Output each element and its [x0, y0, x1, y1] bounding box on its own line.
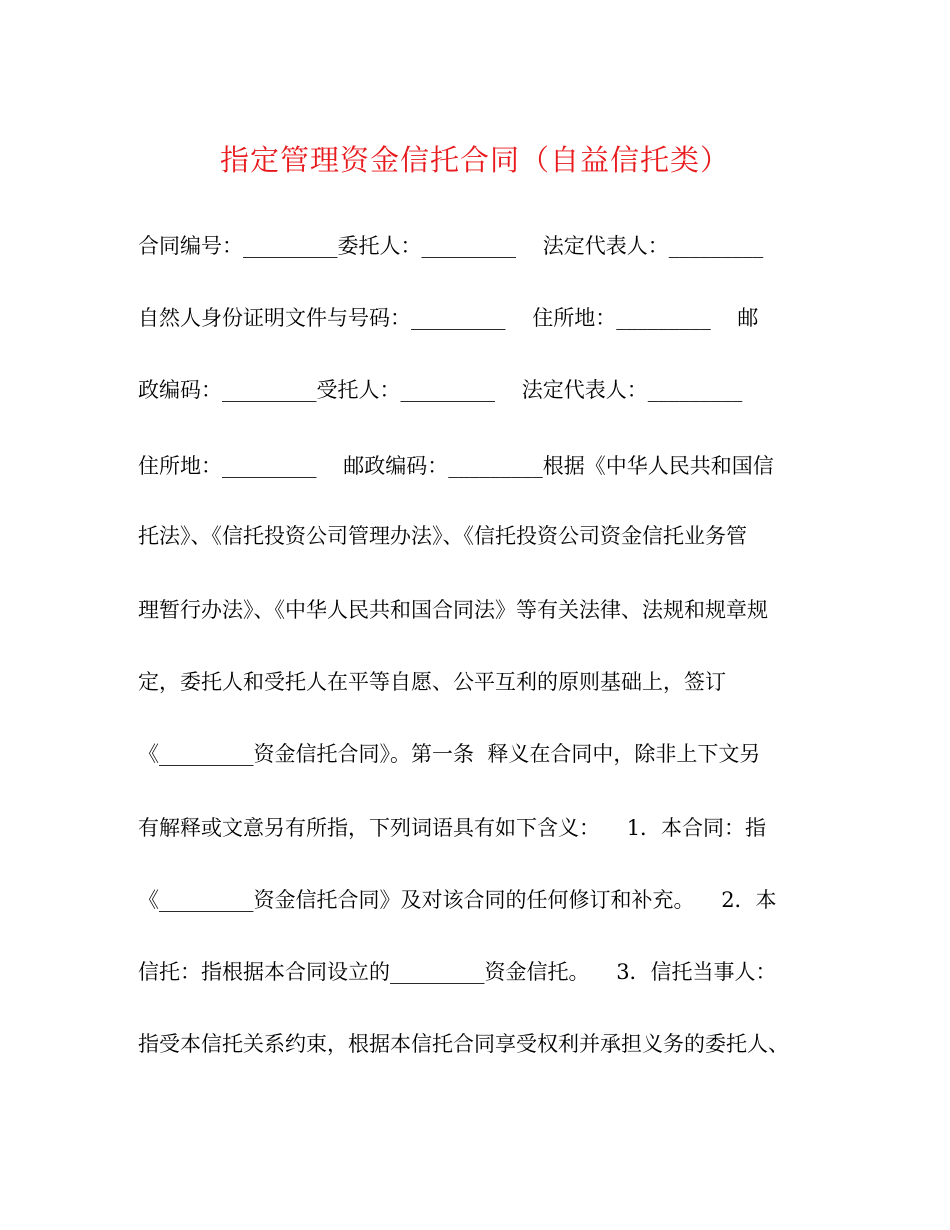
- body-line-10: 《_________资金信托合同》及对该合同的任何修订和补充。 2．本: [138, 888, 777, 912]
- body-line-6: 理暂行办法》、《中华人民共和国合同法》等有关法律、法规和规章规: [138, 598, 768, 622]
- body-line-1: 合同编号：_________委托人：_________ 法定代表人：_________: [138, 234, 764, 258]
- body-line-9: 有解释或文意另有所指，下列词语具有如下含义： 1．本合同：指: [138, 816, 767, 840]
- body-line-12: 指受本信托关系约束，根据本信托合同享受权利并承担义务的委托人、: [138, 1032, 789, 1056]
- body-line-3: 政编码：_________受托人：_________ 法定代表人：_________: [138, 378, 743, 402]
- body-line-8: 《_________资金信托合同》。第一条 释义在合同中，除非上下文另: [138, 742, 761, 766]
- body-line-11: 信托：指根据本合同设立的_________资金信托。 3．信托当事人：: [138, 960, 777, 984]
- document-title: 指定管理资金信托合同（自益信托类）: [219, 143, 730, 177]
- body-line-2: 自然人身份证明文件与号码：_________ 住所地：_________ 邮: [138, 306, 759, 330]
- body-line-5: 托法》、《信托投资公司管理办法》、《信托投资公司资金信托业务管: [138, 524, 747, 548]
- body-line-4: 住所地：_________ 邮政编码：_________根据《中华人民共和国信: [138, 454, 774, 478]
- body-line-7: 定，委托人和受托人在平等自愿、公平互利的原则基础上，签订: [138, 670, 726, 694]
